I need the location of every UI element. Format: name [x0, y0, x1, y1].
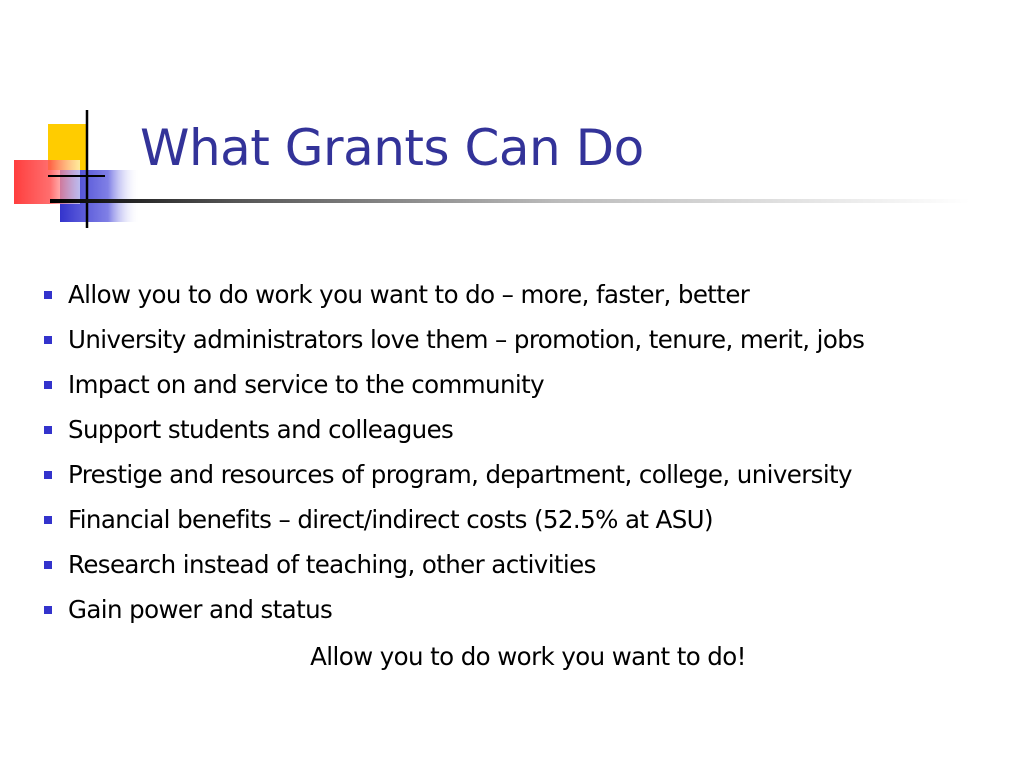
square-bullet-icon: [44, 381, 52, 389]
square-bullet-icon: [44, 426, 52, 434]
bullet-item: [44, 452, 864, 497]
bullet-text: University administrators love them – promotion, tenure, merit, jobs: [68, 325, 865, 354]
title-underline: [50, 199, 970, 203]
closing-line: Allow you to do work you want to do!: [310, 642, 746, 671]
bullet-text: Allow you to do work you want to do – more, faster, better: [68, 280, 750, 309]
bullet-item: [44, 542, 864, 587]
bullet-text: Support students and colleagues: [68, 415, 454, 444]
square-bullet-icon: [44, 516, 52, 524]
bullet-text: Impact on and service to the community: [68, 370, 544, 399]
bullet-item: [44, 587, 864, 632]
square-bullet-icon: [44, 606, 52, 614]
bullet-item: [44, 362, 864, 407]
bullet-item: [44, 272, 864, 317]
bullet-text: Financial benefits – direct/indirect costs (52.5% at ASU): [68, 505, 713, 534]
bullet-item: [44, 407, 864, 452]
bullet-list: [44, 272, 864, 632]
bullet-text: Prestige and resources of program, department, college, university: [68, 460, 852, 489]
bullet-item: [44, 317, 864, 362]
square-bullet-icon: [44, 291, 52, 299]
square-bullet-icon: [44, 561, 52, 569]
bullet-text: Research instead of teaching, other activities: [68, 550, 596, 579]
slide-title: What Grants Can Do: [140, 119, 644, 177]
bullet-text: Gain power and status: [68, 595, 333, 624]
square-bullet-icon: [44, 471, 52, 479]
decorative-logo-icon: [0, 0, 160, 240]
bullet-item: [44, 497, 864, 542]
square-bullet-icon: [44, 336, 52, 344]
